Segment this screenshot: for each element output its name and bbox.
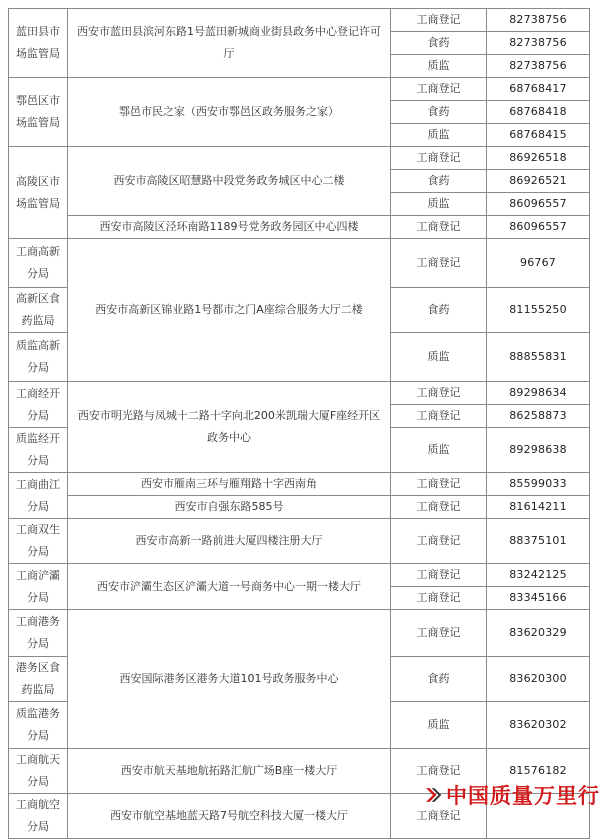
address-cell: 西安市航空基地蓝天路7号航空科技大厦一楼大厅 — [68, 794, 391, 839]
department-cell: 质监 — [391, 55, 487, 78]
phone-cell: 86926518 — [487, 147, 590, 170]
phone-cell: 83242125 — [487, 564, 590, 587]
office-name-cell: 高陵区市场监管局 — [9, 147, 68, 239]
office-contact-table — [8, 8, 590, 839]
address-cell: 西安国际港务区港务大道101号政务服务中心 — [68, 610, 391, 749]
address-cell: 西安市明光路与凤城十二路十字向北200米凯瑞大厦F座经开区政务中心 — [68, 382, 391, 473]
phone-cell: 96767 — [487, 239, 590, 288]
department-cell: 食药 — [391, 657, 487, 702]
address-cell: 西安市高陵区昭慧路中段党务政务城区中心二楼 — [68, 147, 391, 216]
phone-cell: 82738756 — [487, 9, 590, 32]
watermark-logo-icon — [424, 782, 442, 808]
phone-cell: 83620302 — [487, 702, 590, 749]
address-cell: 西安市高陵区泾环南路1189号党务政务园区中心四楼 — [68, 216, 391, 239]
department-cell: 工商登记 — [391, 610, 487, 657]
office-name-cell: 港务区食药监局 — [9, 657, 68, 702]
department-cell: 质监 — [391, 702, 487, 749]
office-name-cell: 质监高新分局 — [9, 333, 68, 382]
address-cell: 西安市高新区锦业路1号都市之门A座综合服务大厅二楼 — [68, 239, 391, 382]
phone-cell: 85599033 — [487, 473, 590, 496]
phone-cell: 83345166 — [487, 587, 590, 610]
address-cell: 西安市蓝田县滨河东路1号蓝田新城商业街县政务中心登记许可厅 — [68, 9, 391, 78]
department-cell: 工商登记 — [391, 239, 487, 288]
department-cell: 工商登记 — [391, 473, 487, 496]
department-cell: 工商登记 — [391, 519, 487, 564]
office-name-cell: 工商高新分局 — [9, 239, 68, 288]
office-name-cell: 工商浐灞分局 — [9, 564, 68, 610]
department-cell: 质监 — [391, 124, 487, 147]
address-cell: 西安市自强东路585号 — [68, 496, 391, 519]
table-row — [9, 473, 590, 496]
phone-cell: 68768415 — [487, 124, 590, 147]
phone-cell: 81155250 — [487, 288, 590, 333]
table-row — [9, 564, 590, 587]
office-name-cell: 工商经开分局 — [9, 382, 68, 428]
department-cell: 工商登记 — [391, 9, 487, 32]
department-cell: 质监 — [391, 333, 487, 382]
office-name-cell: 高新区食药监局 — [9, 288, 68, 333]
office-name-cell: 鄠邑区市场监管局 — [9, 78, 68, 147]
office-name-cell: 质监港务分局 — [9, 702, 68, 749]
phone-cell: 83620329 — [487, 610, 590, 657]
table-row — [9, 610, 590, 657]
watermark — [424, 778, 600, 812]
phone-cell: 86096557 — [487, 193, 590, 216]
address-cell: 西安市航天基地航拓路汇航广场B座一楼大厅 — [68, 749, 391, 794]
department-cell: 食药 — [391, 288, 487, 333]
address-cell: 西安市浐灞生态区浐灞大道一号商务中心一期一楼大厅 — [68, 564, 391, 610]
phone-cell: 81614211 — [487, 496, 590, 519]
phone-cell: 82738756 — [487, 55, 590, 78]
department-cell: 工商登记 — [391, 587, 487, 610]
phone-cell: 83620300 — [487, 657, 590, 702]
department-cell: 工商登记 — [391, 382, 487, 405]
phone-cell: 68768418 — [487, 101, 590, 124]
department-cell: 工商登记 — [391, 147, 487, 170]
phone-cell: 86258873 — [487, 405, 590, 428]
office-name-cell: 工商航天分局 — [9, 749, 68, 794]
department-cell: 质监 — [391, 428, 487, 473]
phone-cell: 88855831 — [487, 333, 590, 382]
department-cell: 工商登记 — [391, 78, 487, 101]
department-cell: 质监 — [391, 193, 487, 216]
office-name-cell: 工商港务分局 — [9, 610, 68, 657]
office-contact-table-body — [9, 9, 590, 839]
department-cell: 工商登记 — [391, 794, 487, 839]
phone-cell: 82738756 — [487, 32, 590, 55]
table-row — [9, 147, 590, 170]
phone-cell: 89298638 — [487, 428, 590, 473]
phone-cell: 86926521 — [487, 170, 590, 193]
table-row — [9, 216, 590, 239]
table-row — [9, 382, 590, 405]
address-cell: 鄠邑市民之家（西安市鄠邑区政务服务之家） — [68, 78, 391, 147]
office-name-cell: 工商双生分局 — [9, 519, 68, 564]
phone-cell: 86096557 — [487, 216, 590, 239]
department-cell: 工商登记 — [391, 749, 487, 794]
phone-cell: 68768417 — [487, 78, 590, 101]
department-cell: 食药 — [391, 101, 487, 124]
watermark-text: 中国质量万里行 — [446, 783, 600, 808]
phone-cell: 81576182 — [487, 749, 590, 794]
phone-cell: 89298634 — [487, 382, 590, 405]
table-row — [9, 519, 590, 564]
department-cell: 食药 — [391, 170, 487, 193]
address-cell: 西安市雁南三环与雁翔路十字西南角 — [68, 473, 391, 496]
office-name-cell: 蓝田县市场监管局 — [9, 9, 68, 78]
office-name-cell: 工商航空分局 — [9, 794, 68, 839]
department-cell: 工商登记 — [391, 496, 487, 519]
department-cell: 工商登记 — [391, 564, 487, 587]
department-cell: 工商登记 — [391, 405, 487, 428]
address-cell: 西安市高新一路前进大厦四楼注册大厅 — [68, 519, 391, 564]
phone-cell: 88375101 — [487, 519, 590, 564]
table-row — [9, 239, 590, 288]
table-row — [9, 496, 590, 519]
table-row — [9, 9, 590, 32]
office-name-cell: 质监经开分局 — [9, 428, 68, 473]
office-name-cell: 工商曲江分局 — [9, 473, 68, 519]
department-cell: 食药 — [391, 32, 487, 55]
table-row — [9, 78, 590, 101]
department-cell: 工商登记 — [391, 216, 487, 239]
